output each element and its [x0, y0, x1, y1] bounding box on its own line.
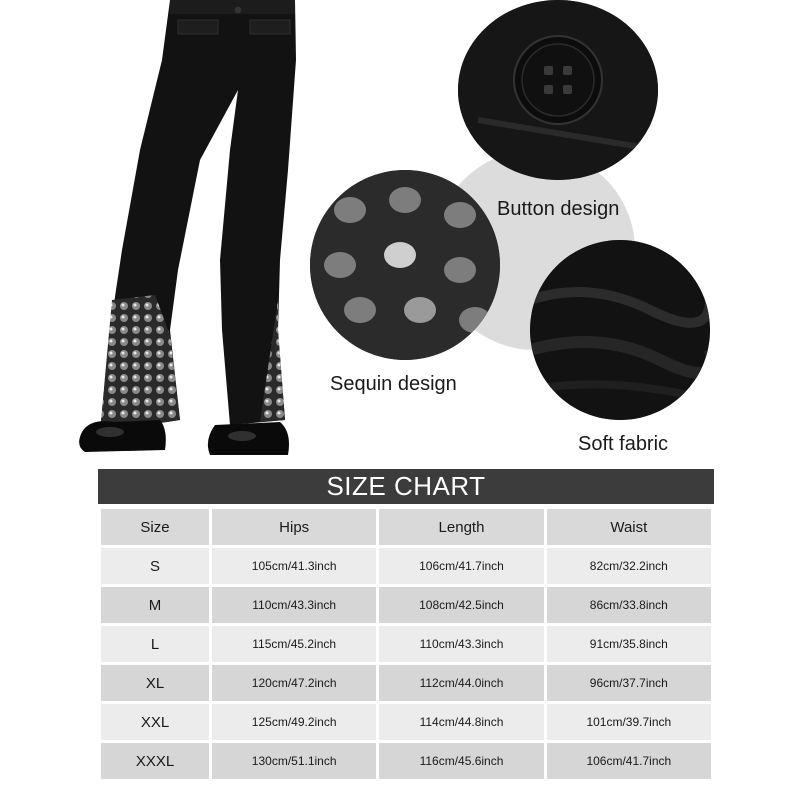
hips-cell: 105cm/41.3inch: [212, 548, 376, 584]
waist-cell: 91cm/35.8inch: [547, 626, 711, 662]
size-cell: XL: [101, 665, 209, 701]
header-hips: Hips: [212, 509, 376, 545]
hips-cell: 115cm/45.2inch: [212, 626, 376, 662]
table-row: [101, 665, 711, 701]
header-size: Size: [101, 509, 209, 545]
length-cell: 114cm/44.8inch: [379, 704, 543, 740]
hips-cell: 125cm/49.2inch: [212, 704, 376, 740]
header-waist: Waist: [547, 509, 711, 545]
table-row: [101, 587, 711, 623]
right-shoe: [208, 422, 289, 455]
hips-cell: 120cm/47.2inch: [212, 665, 376, 701]
hips-cell: 110cm/43.3inch: [212, 587, 376, 623]
waist-cell: 86cm/33.8inch: [547, 587, 711, 623]
left-shoe: [79, 420, 166, 452]
length-cell: 116cm/45.6inch: [379, 743, 543, 779]
size-chart-table: [98, 506, 714, 782]
waist-cell: 96cm/37.7inch: [547, 665, 711, 701]
length-cell: 110cm/43.3inch: [379, 626, 543, 662]
size-chart-header-row: [101, 509, 711, 545]
table-row: [101, 626, 711, 662]
waist-cell: 101cm/39.7inch: [547, 704, 711, 740]
size-cell: M: [101, 587, 209, 623]
table-row: [101, 704, 711, 740]
length-cell: 108cm/42.5inch: [379, 587, 543, 623]
length-cell: 112cm/44.0inch: [379, 665, 543, 701]
table-row: [101, 548, 711, 584]
size-cell: XXL: [101, 704, 209, 740]
waist-cell: 82cm/32.2inch: [547, 548, 711, 584]
sequin-design-label: Sequin design: [330, 373, 457, 395]
soft-fabric-label: Soft fabric: [578, 433, 669, 455]
button-design-label: Button design: [497, 198, 620, 220]
size-cell: L: [101, 626, 209, 662]
header-length: Length: [379, 509, 543, 545]
size-cell: S: [101, 548, 209, 584]
size-chart-title: SIZE CHART: [98, 469, 714, 504]
sequin-zoom-circle: [310, 170, 500, 360]
length-cell: 106cm/41.7inch: [379, 548, 543, 584]
pants-illustration: [70, 0, 310, 460]
hips-cell: 130cm/51.1inch: [212, 743, 376, 779]
size-cell: XXXL: [101, 743, 209, 779]
button-zoom-circle: [458, 0, 658, 180]
table-row: [101, 743, 711, 779]
fabric-zoom-circle: [530, 240, 710, 420]
waist-cell: 106cm/41.7inch: [547, 743, 711, 779]
